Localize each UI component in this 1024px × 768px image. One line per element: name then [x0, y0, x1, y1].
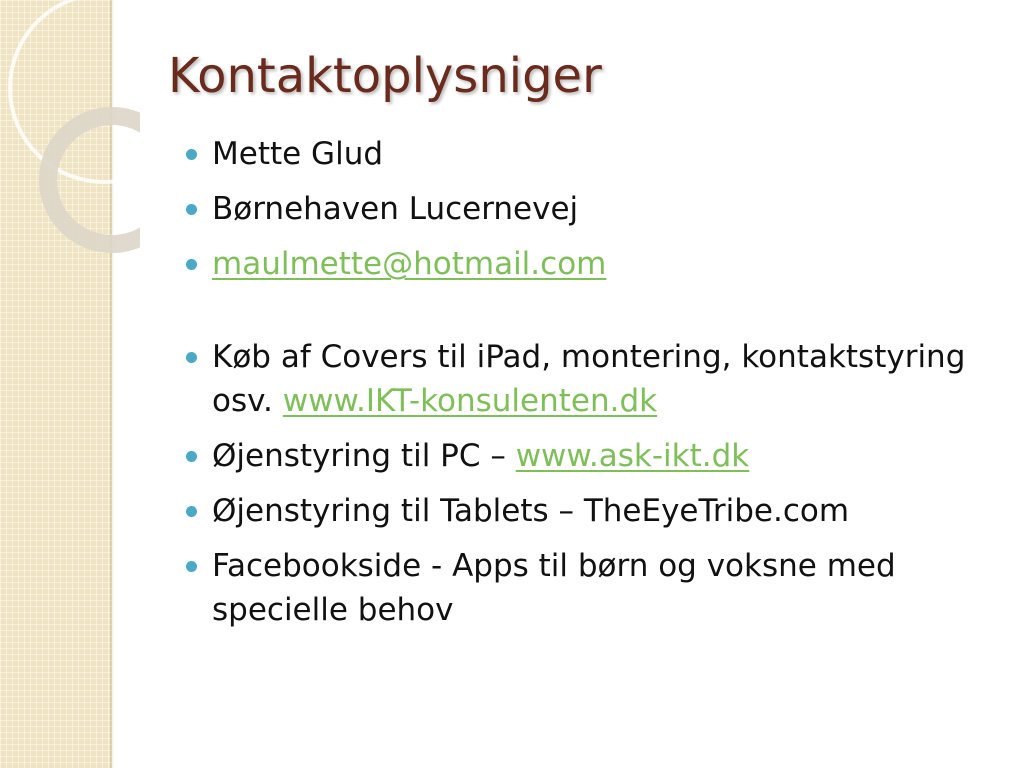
ikt-konsulenten-link[interactable]: www.IKT-konsulenten.dk [282, 383, 658, 419]
covers-text: Køb af Covers til iPad, montering, kontaktstyring osv. [212, 339, 966, 419]
content-bullet-list [184, 132, 984, 643]
decorative-rings [0, 0, 140, 280]
contact-name: Mette Glud [212, 136, 384, 172]
bullet-icon [186, 506, 197, 517]
list-item-workplace [184, 187, 984, 231]
list-item-eye-tracking-pc [184, 434, 984, 478]
ask-ikt-link[interactable]: www.ask-ikt.dk [515, 438, 750, 474]
contact-workplace: Børnehaven Lucernevej [212, 191, 579, 227]
bullet-icon [186, 451, 197, 462]
bullet-icon [186, 352, 197, 363]
list-item-covers [184, 335, 984, 423]
upper-ring [10, 0, 140, 182]
email-link[interactable]: maulmette@hotmail.com [212, 246, 607, 282]
eye-tracking-tablets-text: Øjenstyring til Tablets – TheEyeTribe.com [212, 493, 850, 529]
list-item-eye-tracking-tablets [184, 489, 984, 533]
bullet-icon [186, 561, 197, 572]
slide-title: Kontaktoplysniger [168, 48, 602, 104]
list-item-facebook [184, 544, 984, 632]
bullet-icon [186, 149, 197, 160]
list-item-email [184, 242, 984, 286]
eye-tracking-pc-text: Øjenstyring til PC – [212, 438, 516, 474]
bullet-icon [186, 259, 197, 270]
list-item-name [184, 132, 984, 176]
facebook-text: Facebookside - Apps til børn og voksne med specielle behov [212, 548, 896, 628]
bullet-icon [186, 204, 197, 215]
